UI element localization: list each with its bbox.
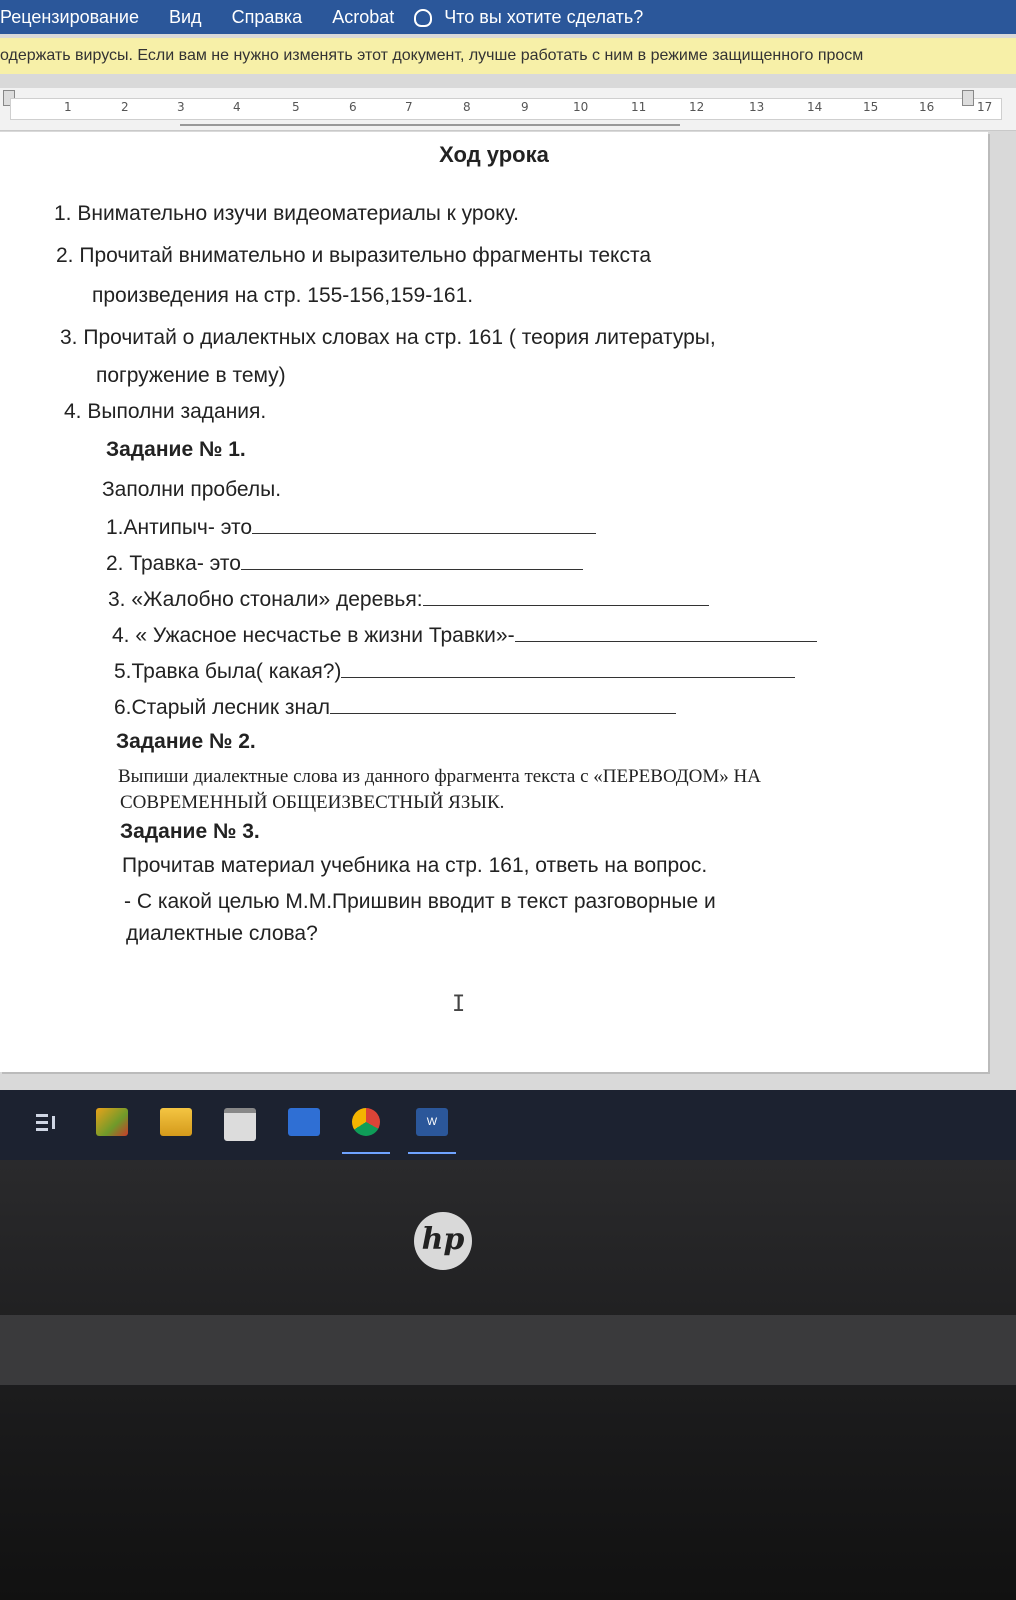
store-icon[interactable]	[224, 1108, 256, 1141]
fill-item-label: 2. Травка- это	[106, 552, 241, 575]
ruler-number: 5	[292, 100, 300, 114]
ruler-number: 1	[64, 100, 72, 114]
ruler-number: 9	[521, 100, 529, 114]
fill-item-label: 3. «Жалобно стонали» деревья:	[108, 588, 423, 611]
ruler-number: 11	[631, 100, 647, 114]
word-active-indicator	[408, 1152, 456, 1154]
laptop-hinge	[0, 1315, 1016, 1385]
ruler-number: 3	[177, 100, 185, 114]
step-2-continued: произведения на стр. 155-156,159-161.	[92, 284, 474, 307]
ruler-number: 4	[233, 100, 241, 114]
ruler-number: 13	[749, 100, 765, 114]
task-3-line-3: диалектные слова?	[126, 922, 318, 945]
mail-icon[interactable]	[288, 1108, 320, 1136]
hp-logo: hp	[414, 1212, 472, 1270]
ruler-number: 15	[863, 100, 879, 114]
fill-item-label: 4. « Ужасное несчастье в жизни Травки»-	[112, 624, 515, 647]
tab-review[interactable]: Рецензирование	[0, 6, 139, 27]
task-1-heading: Задание № 1.	[106, 438, 246, 461]
answer-blank[interactable]	[252, 517, 596, 534]
task-3-line-1: Прочитав материал учебника на стр. 161, ответь на вопрос.	[122, 854, 708, 877]
page-title: Ход урока	[439, 142, 549, 167]
task-3-heading: Задание № 3.	[120, 820, 260, 843]
ribbon	[0, 0, 1016, 34]
fill-item-5	[114, 660, 795, 684]
ruler-number: 17	[977, 100, 993, 114]
previous-section-edge	[180, 124, 680, 134]
step-3-continued: погружение в тему)	[96, 364, 286, 387]
ruler-number: 16	[919, 100, 935, 114]
step-4: 4. Выполни задания.	[64, 400, 267, 423]
fill-item-label: 1.Антипыч- это	[106, 516, 253, 539]
task-1-instruction: Заполни пробелы.	[102, 478, 282, 501]
ruler-number: 14	[807, 100, 823, 114]
ruler-number: 2	[121, 100, 129, 114]
chrome-icon[interactable]	[352, 1108, 380, 1136]
text-cursor-icon: I	[452, 992, 466, 1017]
ruler-number: 7	[405, 100, 413, 114]
indent-marker-right[interactable]	[962, 90, 974, 106]
word-icon[interactable]: W	[416, 1108, 448, 1136]
protected-view-message-bar	[0, 38, 1016, 74]
fill-item-label: 6.Старый лесник знал	[114, 696, 331, 719]
fill-item-2	[106, 552, 583, 576]
file-explorer-icon[interactable]	[160, 1108, 192, 1136]
step-3: 3. Прочитай о диалектных словах на стр. 161 ( теория литературы,	[60, 326, 716, 349]
task-2-line-2: СОВРЕМЕННЫЙ ОБЩЕИЗВЕСТНЫЙ ЯЗЫК.	[120, 792, 505, 813]
tab-help[interactable]: Справка	[231, 6, 303, 27]
lightbulb-icon	[414, 9, 432, 27]
fill-item-3	[108, 588, 709, 612]
photos-icon[interactable]	[96, 1108, 128, 1136]
fill-item-4	[112, 624, 817, 648]
answer-blank[interactable]	[241, 553, 583, 570]
step-2: 2. Прочитай внимательно и выразительно фрагменты текста	[56, 244, 652, 267]
ruler-number: 6	[349, 100, 357, 114]
task-3-line-2: - С какой целью М.М.Пришвин вводит в текст разговорные и	[124, 890, 716, 913]
fill-item-label: 5.Травка была( какая?)	[114, 660, 342, 683]
answer-blank[interactable]	[341, 661, 795, 678]
ruler-number: 12	[689, 100, 705, 114]
task-view-icon[interactable]	[34, 1108, 58, 1136]
tell-me-search[interactable]: Что вы хотите сделать?	[444, 6, 644, 27]
fill-item-1	[106, 516, 596, 540]
task-2-heading: Задание № 2.	[116, 730, 256, 753]
protected-view-message: одержать вирусы. Если вам не нужно изменять этот документ, лучше работать с ним в режиме защищенного просм	[0, 47, 864, 64]
answer-blank[interactable]	[423, 589, 709, 606]
tab-acrobat[interactable]: Acrobat	[332, 6, 395, 27]
ruler-number: 8	[463, 100, 471, 114]
task-2-line-1: Выпиши диалектные слова из данного фрагмента текста с «ПЕРЕВОДОМ» НА	[118, 766, 761, 787]
document-page[interactable]	[0, 132, 988, 1072]
step-1: 1. Внимательно изучи видеоматериалы к уроку.	[54, 202, 519, 225]
tab-view[interactable]: Вид	[169, 6, 202, 27]
windows-taskbar	[0, 1090, 1016, 1160]
chrome-active-indicator	[342, 1152, 390, 1154]
answer-blank[interactable]	[515, 625, 817, 642]
ruler-number: 10	[573, 100, 589, 114]
fill-item-6	[114, 696, 676, 720]
answer-blank[interactable]	[330, 697, 676, 714]
ruler-strip	[10, 98, 1002, 120]
